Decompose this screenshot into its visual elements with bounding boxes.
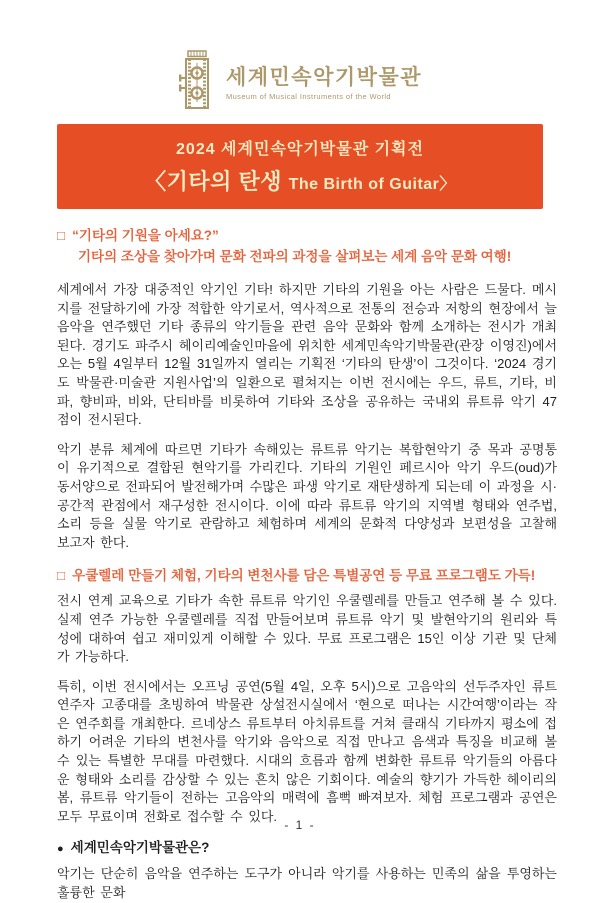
- banner-title-korean: 〈기타의 탄생: [144, 169, 282, 194]
- page-number: - 1 -: [284, 818, 316, 832]
- paragraph-opening-concert: 특히, 이번 전시에서는 오프닝 공연(5월 4일, 오후 5시)으로 고음악의 선두주자인 류트 연주자 고종대를 초빙하여 박물관 상설전시실에서 ‘현으로 떠나는 시간여행’이라는 작은 연주회를 개최한다. 르네상스 류트부터 아치류트를 거쳐 클래식 기타까지 평소에 접하기 어려운 기타의 변천사를 악기와 음악으로 직접 만나고 음색과 특징을 비교해 볼 수 있는 특별한 무대를 마련했다. 시대의 흐름과 함께 변화한 류트류 악기들의 아름다운 형태와 소리를 감상할 수 있는 흔치 않은 기회이다. 예술의 향기가 가득한 헤이리의 봄, 류트류 악기들이 전하는 고음악의 매력에 흠뻑 빠져보자. 체험 프로그램과 공연은 모두 무료이며 전화로 접수할 수 있다.: [57, 678, 557, 824]
- circle-bullet-icon: ●: [57, 843, 64, 856]
- museum-logo: [0, 0, 600, 115]
- paragraph-exhibition-intro: 세계에서 가장 대중적인 악기인 기타! 하지만 기타의 기원을 아는 사람은 드물다. 메시지를 전달하기에 가장 적합한 악기로서, 역사적으로 전통의 전승과 저항의 현장에서 늘 음악을 연주했던 기타 종류의 악기들을 관련 음악 문화와 함께 소개하는 전시가 개최된다. 경기도 파주시 헤이리예술인마을에 위치한 세계민속악기박물관(관장 이영진)에서 오는 5월 4일부터 12월 31일까지 열리는 기획전 ‘기타의 탄생’이 그것이다. ‘2024 경기도 박물관·미술관 지원사업’의 일환으로 펼쳐지는 이번 전시에는 우드, 류트, 기타, 비파, 향비파, 비와, 단티바를 비롯하여 기타와 조상을 공유하는 국내외 류트류 악기 47점이 전시된다.: [57, 282, 557, 428]
- section2-heading-text: 우쿨렐레 만들기 체험, 기타의 변천사를 담은 특별공연 등 무료 프로그램도 가득!: [72, 568, 536, 584]
- section2-heading: [57, 565, 557, 586]
- square-bullet-icon: □: [57, 228, 66, 243]
- banner-subtitle: 2024 세계민속악기박물관 기획전: [176, 141, 424, 158]
- folk-instrument-icon: [178, 50, 216, 115]
- banner-title: [57, 165, 543, 196]
- section1-heading-line1: [57, 225, 557, 246]
- paragraph-ukulele-program: 전시 연계 교육으로 기타가 속한 류트류 악기인 우쿨렐레를 만들고 연주해 볼 수 있다. 실제 연주 가능한 우쿨렐레를 직접 만들어보며 류트류 악기 및 발현악기의 원리와 특성에 대하여 쉽고 재미있게 이해할 수 있다. 무료 프로그램은 15인 이상 기관 및 단체가 가능하다.: [57, 593, 557, 665]
- museum-name: 세계민속악기박물관: [225, 64, 423, 89]
- document-body: [0, 225, 600, 903]
- section3-heading-text: 세계민속악기박물관은?: [70, 840, 210, 856]
- museum-name-english: Museum of Musical Instruments of the World: [225, 91, 392, 101]
- paragraph-lute-family: 악기 분류 체계에 따르면 기타가 속해있는 류트류 악기는 복합현악기 중 목과 공명통이 유기적으로 결합된 현악기를 가리킨다. 기타의 기원인 페르시아 악기 우드(oud)가 동서양으로 전파되어 발전해가며 수많은 파생 악기로 재탄생하게 되는데 이 과정을 시·공간적 관점에서 재구성한 전시이다. 이에 따라 류트류 악기의 지역별 형태와 연주법, 소리 등을 실물 악기로 관람하고 체험하며 세계의 문화적 다양성과 보편성을 고찰해 보고자 한다.: [57, 441, 557, 550]
- section3-heading: [57, 838, 557, 859]
- square-bullet-icon: □: [57, 568, 66, 584]
- paragraph-about-museum: 악기는 단순히 음악을 연주하는 도구가 아니라 악기를 사용하는 민족의 삶을 투영하는 훌륭한 문화: [57, 866, 557, 901]
- banner-title-english: The Birth of Guitar〉: [288, 176, 456, 193]
- section1-heading-line2: 기타의 조상을 찾아가며 문화 전파의 과정을 살펴보는 세계 음악 문화 여행!: [78, 249, 512, 264]
- section1-heading-text: “기타의 기원을 아세요?”: [72, 228, 219, 243]
- exhibition-banner: [57, 124, 543, 209]
- section1-heading: [57, 225, 557, 267]
- logo-text-block: [226, 65, 422, 101]
